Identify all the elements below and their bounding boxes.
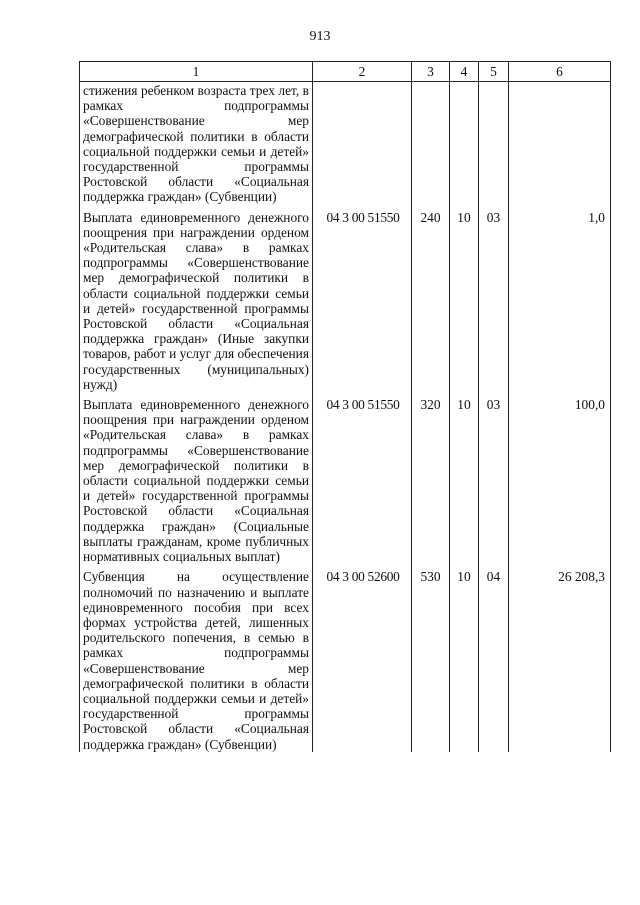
table-row (80, 392, 611, 564)
row-amount: 26 208,3 (509, 564, 611, 751)
row-expense-type: 530 (412, 564, 450, 751)
row-amount: 100,0 (509, 392, 611, 564)
column-header-5: 5 (479, 62, 509, 82)
row-subsection: 03 (479, 205, 509, 392)
budget-table (79, 61, 611, 752)
row-section: 10 (450, 205, 479, 392)
table-row (80, 82, 611, 205)
row-subsection (479, 82, 509, 205)
row-target-code: 04 3 00 52600 (313, 564, 412, 751)
row-description: Выплата единовременного денежного поощрения при награждении орденом «Родительская слава» в рамках подпрограммы «Совершенствование мер демографической политики в области социальной поддержки семьи и детей» государственной программы Ростовской области «Социальная поддержка граждан» (Иные закупки товаров, работ и услуг для обеспечения государственных (муниципальных) нужд) (80, 205, 313, 392)
column-header-6: 6 (509, 62, 611, 82)
row-target-code: 04 3 00 51550 (313, 392, 412, 564)
row-subsection: 03 (479, 392, 509, 564)
table-row (80, 205, 611, 392)
page-number: 913 (309, 29, 331, 44)
row-expense-type: 240 (412, 205, 450, 392)
table-row (80, 564, 611, 751)
row-amount: 1,0 (509, 205, 611, 392)
row-expense-type (412, 82, 450, 205)
column-header-3: 3 (412, 62, 450, 82)
row-description: Субвенция на осуществление полномочий по назначению и выплате единовременного пособия при всех формах устройства детей, лишенных родительского попечения, в семью в рамках подпрограммы «Совершенствование мер демографической политики в области социальной поддержки семьи и детей» государственной программы Ростовской области «Социальная поддержка граждан» (Субвенции) (80, 564, 313, 751)
row-description: стижения ребенком возраста трех лет, в рамках подпрограммы «Совершенствование мер демографической политики в области социальной поддержки семьи и детей» государственной программы Ростовской области «Социальная поддержка граждан» (Субвенции) (80, 82, 313, 205)
table-header (80, 62, 611, 82)
row-subsection: 04 (479, 564, 509, 751)
column-header-2: 2 (313, 62, 412, 82)
row-section: 10 (450, 564, 479, 751)
row-amount (509, 82, 611, 205)
table-body (80, 82, 611, 752)
row-target-code: 04 3 00 51550 (313, 205, 412, 392)
row-target-code (313, 82, 412, 205)
row-description: Выплата единовременного денежного поощрения при награждении орденом «Родительская слава» в рамках подпрограммы «Совершенствование мер демографической политики в области социальной поддержки семьи и детей» государственной программы Ростовской области «Социальная поддержка граждан» (Социальные выплаты гражданам, кроме публичных нормативных социальных выплат) (80, 392, 313, 564)
row-expense-type: 320 (412, 392, 450, 564)
column-header-4: 4 (450, 62, 479, 82)
column-header-1: 1 (80, 62, 313, 82)
row-section (450, 82, 479, 205)
header-row (80, 62, 611, 82)
row-section: 10 (450, 392, 479, 564)
